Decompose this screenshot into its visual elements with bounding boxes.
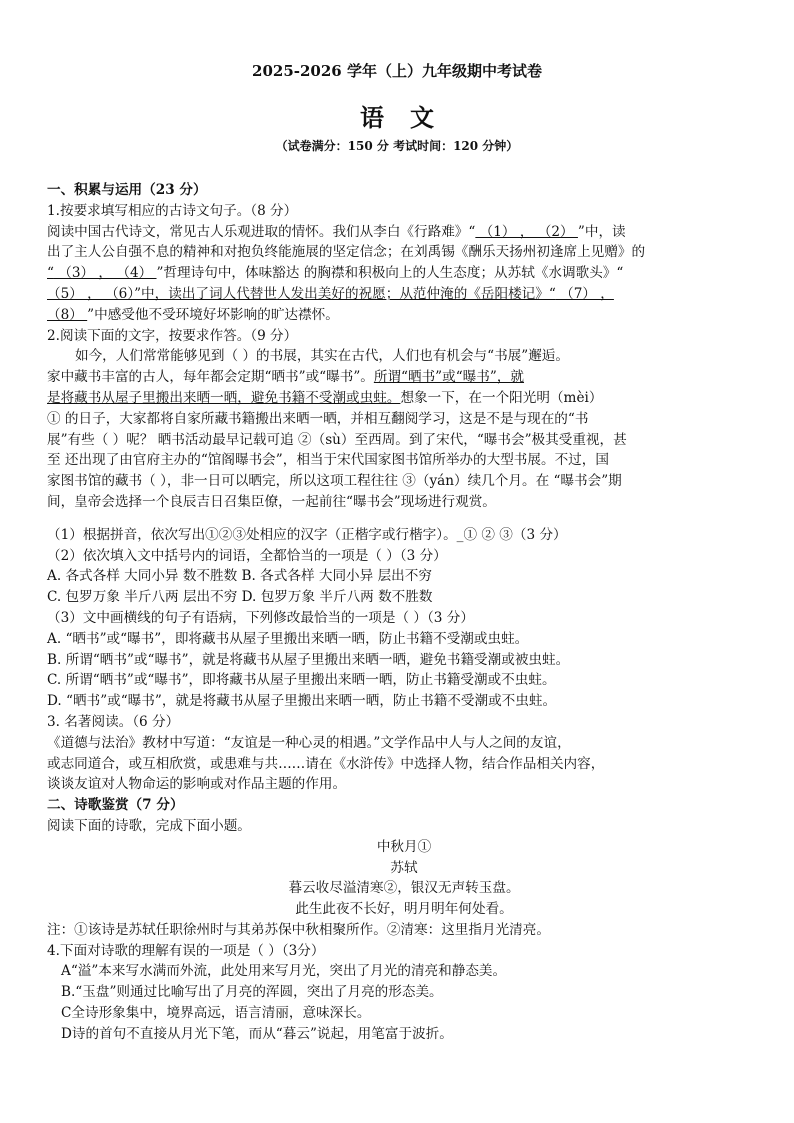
poem-title: 中秋月① [376, 838, 432, 855]
q1-text: ”哲理诗句中，体味豁达 的胸襟和积极向上的人生态度；从苏轼《水调歌头》“ [156, 265, 624, 282]
poem-line-1: 暮云收尽溢清寒②，银汉无声转玉盘。 [288, 880, 520, 897]
q2-para-line-3 [47, 388, 761, 409]
spacer [47, 513, 761, 525]
exam-info: （试卷满分：150 分 考试时间：120 分钟） [275, 139, 519, 153]
q2-text: 家中藏书丰富的古人，每年都会定期“晒书”或“曝书”。 [47, 369, 374, 386]
section-2-intro: 阅读下面的诗歌，完成下面小题。 [47, 817, 251, 834]
q2-text: 想象一下，在一个阳光明（mèi） [400, 389, 603, 406]
q1-line-2: 出了主人公自强不息的精神和对抱负终能施展的坚定信念；在刘禹锡《酬乐天扬州初逢席上见赠》的 [47, 244, 646, 261]
exam-content [47, 180, 761, 1045]
q2-sub-3-option-d: D. “晒书”或“曝书”，就是将藏书从屋子里搬出来晒一晒，防止书籍不受潮或不虫蛀。 [47, 693, 557, 710]
q1-blank-7: （7） ， [555, 285, 614, 302]
q2-sub-2-options-ab: A. 各式各样 大同小异 数不胜数 B. 各式各样 大同小异 层出不穷 [47, 568, 432, 585]
q1-blank-3-4: （3） ， （4） [53, 265, 157, 282]
q2-sub-3-option-a: A. “晒书”或“曝书”，即将藏书从屋子里搬出来晒一晒，防止书籍不受潮或虫蛀。 [47, 630, 529, 647]
q2-para-line-1: 如今，人们常常能够见到（ ）的书展，其实在古代，人们也有机会与“书展”邂逅。 [75, 348, 569, 365]
q2-para-line-2 [47, 367, 761, 388]
q4-option-d: D诗的首句不直接从月光下笔，而从“暮云”说起，用笔富于波折。 [61, 1025, 453, 1042]
subject-title: 语文 [360, 103, 460, 132]
section-1-heading: 一、积累与运用（23 分） [47, 182, 207, 198]
q2-underlined-sentence: 所谓“晒书”或“曝书”，就 [373, 369, 525, 386]
q2-sub-2: （2）依次填入文中括号内的词语，全都恰当的一项是（ ）（3 分） [47, 547, 447, 564]
exam-title: 2025-2026 学年（上）九年级期中考试卷 [252, 62, 542, 80]
section-2-heading: 二、诗歌鉴赏（7 分） [47, 797, 184, 814]
q4-option-a: A“溢”本来写水满而外流，此处用来写月光，突出了月光的清亮和静态美。 [61, 963, 507, 980]
q3-line-2: 或志同道合，或互相欣赏，或患难与共……请在《水浒传》中选择人物，结合作品相关内容， [47, 755, 605, 772]
poem-note: 注：①该诗是苏轼任职徐州时与其弟苏保中秋相聚所作。②清寒：这里指月光清亮。 [47, 921, 550, 938]
poem-author: 苏轼 [390, 859, 418, 876]
q4-title: 4.下面对诗歌的理解有误的一项是（ ）（3分） [47, 942, 325, 959]
q1-line-4 [47, 284, 761, 305]
q2-sub-3-option-c: C. 所谓“晒书”或“曝书”，即将藏书从屋子里搬出来晒一晒，防止书籍受潮或不虫蛀。 [47, 672, 556, 689]
q2-underlined-sentence: 是将藏书从屋子里搬出来晒一晒，避免书籍不受潮或虫蛀。 [47, 389, 401, 406]
q1-blank-8: （8） [47, 306, 88, 323]
q2-para-line-5: 展”有些（ ）呢？ 晒书活动最早记载可追 ②（sù）至西周。到了宋代，“曝书会”极其受重视，甚 [47, 431, 627, 448]
q1-text: 阅读中国古代诗文，常见古人乐观进取的情怀。我们从李白《行路难》“ [47, 223, 476, 240]
q1-text: “ [47, 265, 54, 282]
q4-option-b: B.“玉盘”则通过比喻写出了月亮的浑圆，突出了月亮的形态美。 [61, 984, 443, 1001]
q4-option-c: C全诗形象集中，境界高远，语言清丽，意味深长。 [61, 1005, 371, 1022]
q1-line-3 [47, 263, 761, 284]
q2-sub-2-options-cd: C. 包罗万象 半斤八两 层出不穷 D. 包罗万象 半斤八两 数不胜数 [47, 589, 433, 606]
q1-text: ”中，读 [577, 223, 626, 240]
q2-sub-1: （1）根据拼音，依次写出①②③处相应的汉字（正楷字或行楷字）。_① ② ③（3 分） [47, 526, 567, 543]
q1-line-5 [47, 305, 761, 326]
q2-para-line-7: 家图书馆的藏书（ ），非一日可以晒完，所以这项工程往往 ③（yán）续几个月。在 “曝书会”期 [47, 473, 622, 490]
q3-line-1: 《道德与法治》教材中写道：“友谊是一种心灵的相遇。”文学作品中人与人之间的友谊， [47, 734, 571, 751]
q3-line-3: 谈谈友谊对人物命运的影响或对作品主题的作用。 [47, 776, 347, 793]
q2-sub-3-option-b: B. 所谓“晒书”或“曝书”，就是将藏书从屋子里搬出来晒一晒，避免书籍受潮或被虫蛀。 [47, 651, 570, 668]
q2-para-line-8: 间，皇帝会选择一个良辰吉日召集臣僚，一起前往“曝书会”现场进行观赏。 [47, 493, 496, 510]
q2-title: 2.阅读下面的文字，按要求作答。（9 分） [47, 327, 298, 344]
poem-line-2: 此生此夜不长好，明月明年何处看。 [295, 901, 513, 918]
q3-title: 3. 名著阅读。（6 分） [47, 713, 180, 730]
q1-text: ”中感受他不受环境好坏影响的旷达襟怀。 [87, 306, 339, 323]
q1-blank-1-2: （1） ， （2） [475, 223, 578, 240]
q2-para-line-6: 至 还出现了由官府主办的“馆阁曝书会”，相当于宋代国家图书馆所举办的大型书展。不过，国 [47, 452, 609, 469]
q2-para-line-4: ① 的日子，大家都将自家所藏书籍搬出来晒一晒，并相互翻阅学习，这是不是与现在的“书 [47, 410, 589, 427]
q2-sub-3: （3）文中画横线的句子有语病，下列修改最恰当的一项是（ ）（3 分） [47, 609, 474, 626]
q1-title: 1.按要求填写相应的古诗文句子。（8 分） [47, 202, 298, 219]
q1-line-1 [47, 222, 761, 243]
q1-text: （5） ， （6）”中，读出了词人代替世人发出美好的祝愿；从范仲淹的《岳阳楼记》“ [47, 285, 556, 302]
